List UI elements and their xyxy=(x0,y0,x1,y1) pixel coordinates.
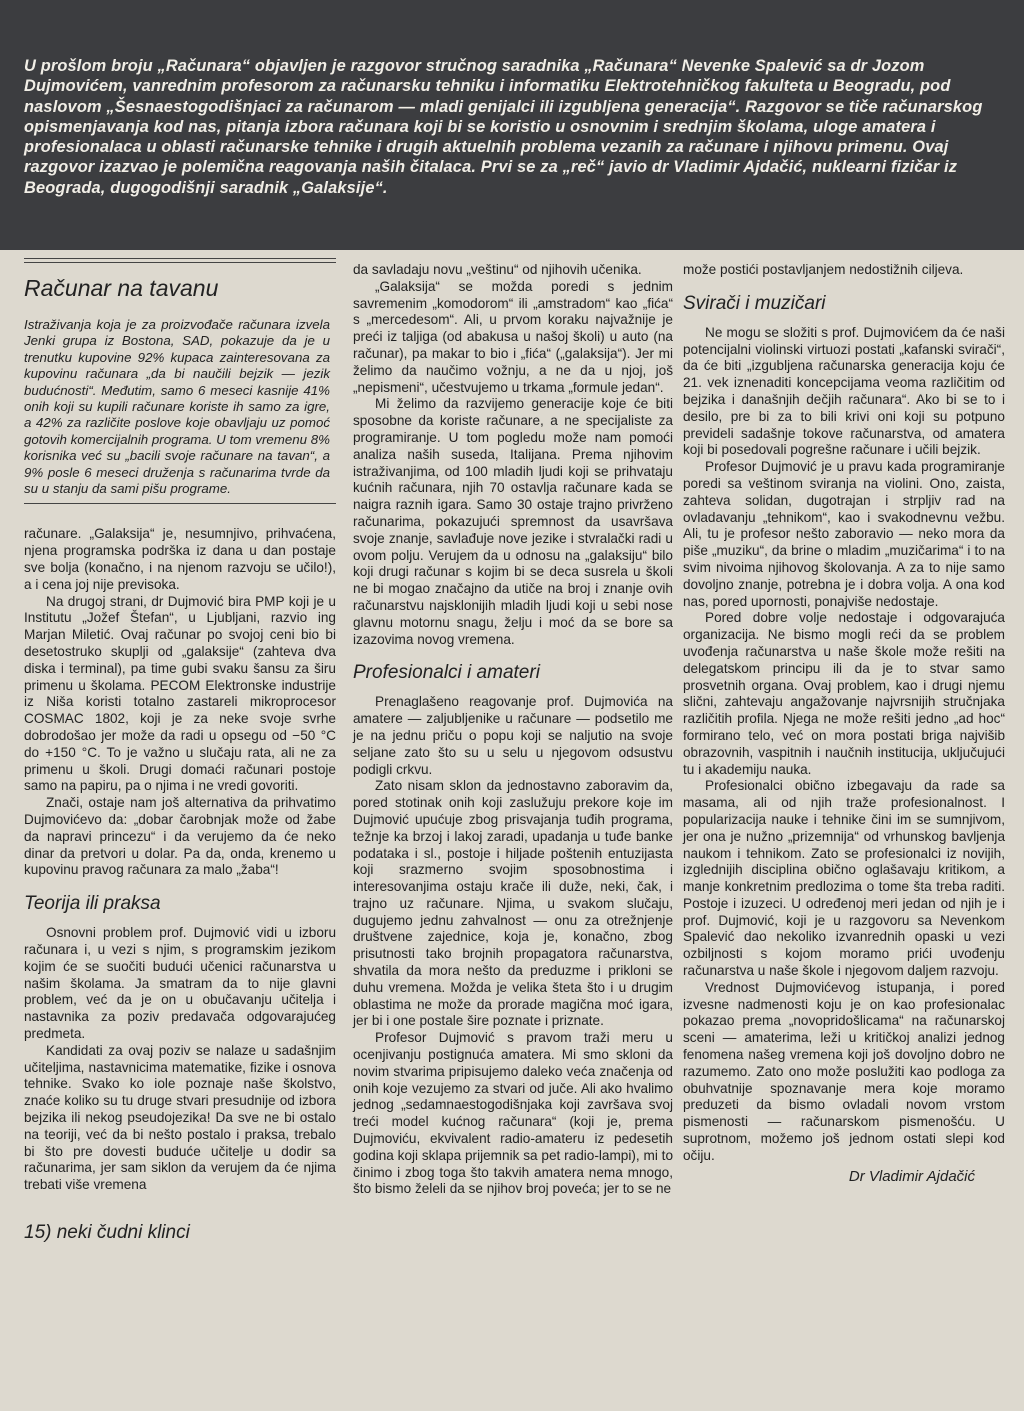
paragraph: Profesor Dujmović s pravom traži meru u ocenjivanju postignuća amatera. Mi smo skloni da novim stvarima pripisujemo daleko veća značenja od onih koje vezujemo za stvari od juče. Ali ako hvalimo jednog „sedamnaestogodišnjaka koji završava svoj treći model kućnog računara“ (koji je, prema Dujmoviću, ekvivalent radio-amateru iz pedesetih godina koji sklapa prijemnik sa pet radio-lampi), mi to činimo i zbog toga što takvih amatera nema mnogo, što bismo želeli da se njihov broj poveća; jer to se ne xyxy=(353,1030,673,1197)
paragraph: Profesor Dujmović je u pravu kada programiranje poredi sa veštinom sviranja na violini. Ono, zaista, zahteva solidan, dugotrajan i strpljiv rad na ovladavanju „tehnikom“, kao i svakodnevnu vežbu. Ali, tu je profesor nešto zaboravio — neko mora da piše „muziku“, da brine o mladim „muzičarima“ i to na svim nivoima njihovog školovanja. A za to nije samo dovoljno znanje, potrebna je i dobra volja. A ona kod nas, pored upornosti, ponajviše nedostaje. xyxy=(683,459,1005,609)
paragraph: Znači, ostaje nam još alternativa da prihvatimo Dujmovićevo da: „dobar čarobnjak može od žabe da napravi princezu“ i da verujemo da će neko dinar da pretvori u dolar. Pa da, onda, krenemo u kupovinu pravog računara za malo „žaba“! xyxy=(24,795,336,878)
footnote: 15) neki čudni klinci xyxy=(24,1221,190,1243)
section-heading-sviraci: Svirači i muzičari xyxy=(683,292,826,314)
paragraph: Pored dobre volje nedostaje i odgovarajuća organizacija. Ne bismo mogli reći da se problem uvođenja računarstva u naše škole može rešiti na delegatskom principu ili da je to stvar samo prosvetnih organa. Ovaj problem, kao i drugi njemu slični, zahtevaju angažovanje najvrsnijih stručnjaka različitih profila. Njega ne može rešiti jedno „ad hoc“ formirano telo, već on mora postati briga najvišib obrazovnih, vaspitnih i naučnih institucija, uključujući tu i akademiju nauka. xyxy=(683,610,1005,777)
section-heading-profesionalci: Profesionalci i amateri xyxy=(353,662,540,684)
column-middle xyxy=(353,262,673,1198)
box-text: Istraživanja koja je za proizvođače računara izvela Jenki grupa iz Bostona, SAD, pokazuje da je u trenutku kupovine 92% kupaca zainteresovana za kupovinu računara „da bi naučili bejzik — jezik budućnosti“. Međutim, samo 6 meseci kasnije 41% onih koji su kupili računare koriste ih samo za igre, a 42% za različite poslove koje obavljaju uz pomoć gotovih komercijalnih programa. U tom vremenu 8% korisnika već su „bacili svoje računare na tavan“, a 9% posle 6 meseci druženja s računarima tvrde da su u stanju da sami pišu programe. xyxy=(24,317,330,497)
paragraph: Prenaglašeno reagovanje prof. Dujmovića na amatere — zaljubljenike u računare — podsetilo me je na jednu priču o popu koji se naljutio na svoje seljane zato što su u selu u njegovom odsustvu podigli crkvu. xyxy=(353,694,673,777)
paragraph: Mi želimo da razvijemo generacije koje će biti sposobne da koriste računare, a ne specijaliste za programiranje. U tom pogledu može nam pomoći analiza naših suseda, Italijana. Prema njihovim istraživanjima, od 100 mladih ljudi koji se prihvataju kućnih računara, njih 70 ostavlja računare kada se naigra raznih igara. Samo 30 ostaje trajno privrženo računarima, pokazujući spremnost da usavršava svoje znanje, savlađuje nove jezike i stvralački radi u ovom polju. Verujem da u odnosu na „galaksiju“ bilo koji drugi računar s kojim bi se deca susrela u školi ne bi mogao značajno da utiče na broj i znanje ovih računarstvu najsklonijih mladih ljudi koji u sebi nose glavnu motornu snagu, želju i moć da se bore sa izazovima novog vremena. xyxy=(353,396,673,647)
paragraph: Vrednost Dujmovićevog istupanja, i pored izvesne nadmenosti koju je on kao profesionalac pokazao prema „novopridošlicama“ na računarskoj sceni — amaterima, leži u kritičkoj analizi jednog fenomena našeg vremena koji još dovoljno dobro ne razumemo. Zato ono može poslužiti kao podloga za obuhvatnije spoznavanje mera koje moramo preduzeti da bismo ovladali novom vrstom pismenosti — računarskom pismenošću. U suprotnom, možemo još jednom ostati slepi kod očiju. xyxy=(683,979,1005,1163)
paragraph: „Galaksija“ se možda poredi s jednim savremenim „komodorom“ ili „amstradom“ kao „fića“ s „mercedesom“. Ali, u prvom koraku najvažnije je preći iz taljiga (od abakusa u našoj školi) u auto (na računar), pa makar to bio i „fića“ („galaksija“). Jer mi želimo da naučimo vožnju, a ne da u njoj, još „nepismeni“, učestvujemo u trkama „formule jedan“. xyxy=(353,278,673,395)
paragraph: Zato nisam sklon da jednostavno zaboravim da, pored stotinak onih koji zaslužuju prekore koje im Dujmović upućuje zbog prisvajanja tuđih programa, težnje ka brzoj i lakoj zaradi, upadanja u tuđe banke podataka i sl., postoje i hiljade poštenih entuzijasta koji srazmerno svojim sposobnostima i interesovanjima ostaju krače ili duže, neki, čak, i trajno uz računare. Njima, u svakom slučaju, dugujemo jednu zahvalnost — onu za otrežnjenje društvene zajednice, koja je, konačno, zbog prisutnosti tako brojnih propagatora računarstva, shvatila da mora nešto da preduzme i prikloni se duhu vremena. Možda je velika šteta što i u drugim oblastima ne može da prorade magična moć igara, jer bi i one postale šire poznate i priznate. xyxy=(353,778,673,1029)
author-signature: Dr Vladimir Ajdačić xyxy=(848,1167,975,1185)
paragraph: Osnovni problem prof. Dujmović vidi u izboru računara i, u vezi s njim, s programskim jezikom kojim će se suočiti budući učenici računarstva u našim školama. Ja smatram da to nije glavni problem, već da je on u obučavanju učitelja i nastavnika za poziv predavača odgovarajućeg predmeta. xyxy=(24,925,336,1041)
paragraph: da savladaju novu „veštinu“ od njihovih učenika. xyxy=(353,262,642,277)
paragraph: Na drugoj strani, dr Dujmović bira PMP koji je u Institutu „Jožef Štefan“, u Ljubljani, razvio ing Marjan Miletić. Ovaj računar po svojoj ceni bio bi desetostruko skuplji od „galaksije“ (zahteva dva diska i terminal), pa time gubi svaku šansu za širu primenu u školama. PECOM Elektronske industrije iz Niša koristi totalno zastareli mikroprocesor COSMAC 1802, koji je za neke svoje svrhe dobrodošao jer može da radi u opsegu od −50 °C do +150 °C. To je važno u slučaju rata, ali ne za primenu u školi. Drugi domaći računari postoje samo na papiru, pa o njima i ne vredi govoriti. xyxy=(24,593,336,794)
paragraph: Ne mogu se složiti s prof. Dujmovićem da će naši potencijalni violinski virtuozi postati „kafanski svirači“, da će biti „izgubljena računarska generacija koju će 21. vek iznenaditi koncepcijama veoma različitim od bejzika i današnjih dečjih računara“. Ako bi se to i desilo, pre bi za to bili krivi oni koji su potpuno prevideli sadašnje tokove računarstva, od amatera koji bi posedovali pogrešne računare i učili bejzik. xyxy=(683,324,1005,458)
column-right xyxy=(683,262,1005,1185)
paragraph: može postići postavljanjem nedostižnih ciljeva. xyxy=(683,262,964,277)
section-heading-teorija: Teorija ili praksa xyxy=(24,893,161,915)
paragraph: Kandidati za ovaj poziv se nalaze u sadašnjim učiteljima, nastavnicima matematike, fizike i osnova tehnike. Svako ko iole poznaje naše školstvo, znaće koliko su tu druge stvari presudnije od izbora bejzika ili nekog pseudojezika! Da sve ne bi ostalo na teoriji, već da bi nešto postalo i praksa, trebalo bi što pre dovesti buduće učitelje u dodir sa računarima, jer sam siklon da verujem da će njima trebati više vremena xyxy=(24,1042,336,1193)
paragraph: računare. „Galaksija“ je, nesumnjivo, prihvaćena, njena programska podrška iz dana u dan postaje sve bolja (konačno, i na njenom razvoju se učilo!), a i cena joj nije previsoka. xyxy=(24,526,336,592)
column-left xyxy=(24,258,336,1244)
sidebar-box xyxy=(24,258,336,504)
intro-banner xyxy=(0,0,1024,250)
intro-text: U prošlom broju „Računara“ objavljen je razgovor stručnog saradnika „Računara“ Nevenke Spalević sa dr Jozom Dujmovićem, vanrednim profesorom za računarsku tehniku i informatiku Elektrotehničkog fakulteta u Beogradu, pod naslovom „Šesnaestogodišnjaci za računarom — mladi genijalci ili izgubljena generacija“. Razgovor se tiče računarskog opismenjavanja kod nas, pitanja izbora računara koji bi se koristio u osnovnim i srednjim školama, uloge amatera i profesionalaca u oblasti računarske tehnike i drugih aktuelnih problema vezanih za računare i njihovu primenu. Ovaj razgovor izazvao je polemična reagovanja naših čitalaca. Prvi se za „reč“ javio dr Vladimir Ajdačić, nuklearni fizičar iz Beograda, dugogodišnji saradnik „Galaksije“. xyxy=(24,57,983,197)
box-title: Računar na tavanu xyxy=(24,275,219,301)
paragraph: Profesionalci obično izbegavaju da rade sa masama, ali od njih traže profesionalnost. I popularizacija nauke i tehnike čini im se sumnjivom, jer ona je nužno „prizemnija“ od vrhunskog bavljenja naukom i tehnikom. Zato se profesionalci iz novijih, izglednijih disciplina obično oglašavaju kritikom, a manje konkretnim predlozima o tome šta treba raditi. Postoje i izuzeci. U određenoj meri jedan od njih je i prof. Dujmović, koji je u razgovoru sa Nevenkom Spalević dao nekoliko izvanrednih opaski u vezi ozbiljnosti s kojom moramo prići uvođenju računarstva u naše škole i njegovom daljem razvoju. xyxy=(683,778,1005,979)
